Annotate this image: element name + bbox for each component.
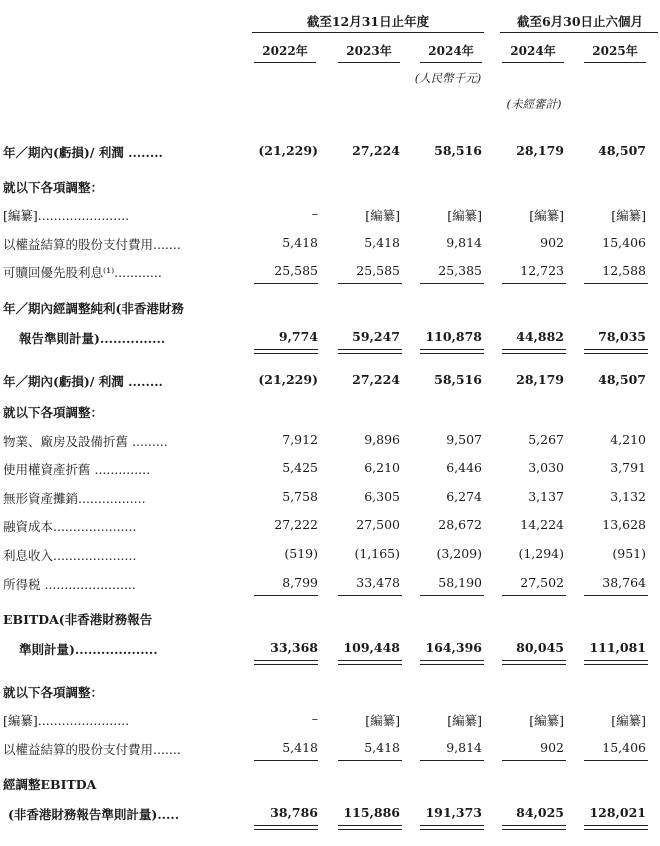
row-value: 14,224 (520, 517, 564, 532)
subtotal-underline (502, 595, 566, 596)
row-value: (3,209) (436, 546, 482, 561)
audit-note: (未經審計) (506, 97, 562, 111)
row-value: 3,791 (610, 460, 646, 475)
row-label: 無形資產攤銷................. (3, 491, 146, 506)
row-value: 78,035 (598, 329, 646, 344)
total-double-underline (502, 349, 566, 354)
row-label: (非香港財務報告準則計量)..... (8, 807, 180, 822)
row-value: 9,814 (446, 235, 482, 250)
row-value: (1,294) (518, 546, 564, 561)
row-label: 準則計量)................... (19, 642, 158, 657)
row-value: 27,224 (352, 372, 400, 387)
row-label: 利息收入..................... (3, 548, 137, 563)
row-value: [編纂] (365, 208, 400, 223)
row-label: 報告準則計量)............... (19, 331, 166, 346)
total-double-underline (338, 349, 402, 354)
year-underline (338, 62, 400, 63)
row-value: [編纂] (447, 208, 482, 223)
total-double-underline (584, 825, 648, 830)
row-value: 5,418 (364, 740, 400, 755)
row-value: 3,030 (528, 460, 564, 475)
row-value: 5,758 (282, 489, 318, 504)
row-label: 年／期內(虧損)/ 利潤 ........ (3, 145, 163, 160)
row-value: 5,267 (528, 432, 564, 447)
row-value: 28,179 (516, 372, 564, 387)
year-underline (502, 62, 564, 63)
row-value: (21,229) (258, 143, 318, 158)
total-double-underline (254, 349, 318, 354)
row-value: 110,878 (425, 329, 482, 344)
row-value: 28,179 (516, 143, 564, 158)
row-label: 經調整EBITDA (3, 777, 97, 792)
row-value: 111,081 (589, 640, 646, 655)
row-value: 25,585 (356, 263, 400, 278)
total-double-underline (502, 660, 566, 665)
subtotal-underline (338, 760, 402, 761)
row-value: [編纂] (529, 208, 564, 223)
row-label: [編纂]....................... (3, 713, 130, 728)
row-value: (519) (284, 546, 318, 561)
row-value: 59,247 (352, 329, 400, 344)
subtotal-underline (502, 760, 566, 761)
row-value: 12,588 (602, 263, 646, 278)
year-header: 2024年 (510, 44, 556, 58)
total-double-underline (254, 660, 318, 665)
unit-note: (人民幣千元) (414, 71, 482, 85)
total-double-underline (584, 349, 648, 354)
row-value: 13,628 (602, 517, 646, 532)
row-value: 5,418 (364, 235, 400, 250)
row-value: 902 (540, 740, 564, 755)
total-double-underline (584, 660, 648, 665)
row-value: 48,507 (598, 372, 646, 387)
subtotal-underline (584, 595, 648, 596)
row-value: 33,478 (356, 575, 400, 590)
row-label: 以權益結算的股份支付費用....... (3, 742, 181, 757)
total-double-underline (338, 660, 402, 665)
subtotal-underline (254, 760, 318, 761)
total-double-underline (420, 825, 484, 830)
row-label: 年／期內(虧損)/ 利潤 ........ (3, 374, 163, 389)
row-label: 就以下各項調整： (3, 405, 104, 420)
group-header-year-ended: 截至12月31日止年度 (306, 14, 430, 29)
row-value: 84,025 (516, 805, 564, 820)
row-value: (21,229) (258, 372, 318, 387)
row-value: 9,774 (278, 329, 318, 344)
total-double-underline (502, 825, 566, 830)
row-value: [編纂] (447, 713, 482, 728)
row-value: 27,224 (352, 143, 400, 158)
year-underline (254, 62, 316, 63)
row-label: 年／期內經調整純利(非香港財務 (3, 301, 184, 316)
row-value: 25,385 (438, 263, 482, 278)
row-label: 所得税 ....................... (3, 577, 136, 592)
year-header: 2022年 (262, 44, 308, 58)
row-value: 7,912 (282, 432, 318, 447)
row-value: – (311, 711, 318, 726)
group-header-six-months: 截至6月30日止六個月 (516, 14, 644, 29)
subtotal-underline (584, 283, 648, 284)
row-value: 38,764 (602, 575, 646, 590)
row-value: [編纂] (611, 713, 646, 728)
row-label: 可贖回優先股利息⁽¹⁾............ (3, 265, 162, 280)
row-value: 5,418 (282, 235, 318, 250)
row-value: 191,373 (425, 805, 482, 820)
row-value: 3,137 (528, 489, 564, 504)
row-value: [編纂] (611, 208, 646, 223)
row-value: 58,516 (434, 372, 482, 387)
total-double-underline (254, 825, 318, 830)
year-underline (584, 62, 646, 63)
row-value: 28,672 (438, 517, 482, 532)
row-value: 9,507 (446, 432, 482, 447)
group-underline-1 (252, 32, 484, 33)
row-value: 5,425 (282, 460, 318, 475)
row-value: 3,132 (610, 489, 646, 504)
row-value: 902 (540, 235, 564, 250)
row-value: 109,448 (343, 640, 400, 655)
row-value: – (311, 206, 318, 221)
row-label: 以權益結算的股份支付費用....... (3, 237, 181, 252)
row-value: 6,305 (364, 489, 400, 504)
row-label: EBITDA(非香港財務報告 (3, 612, 153, 627)
row-value: 6,274 (446, 489, 482, 504)
row-value: 27,502 (520, 575, 564, 590)
row-value: 58,516 (434, 143, 482, 158)
row-value: 6,446 (446, 460, 482, 475)
row-label: 就以下各項調整： (3, 685, 104, 700)
row-value: 12,723 (520, 263, 564, 278)
row-value: [編纂] (365, 713, 400, 728)
row-value: 80,045 (516, 640, 564, 655)
subtotal-underline (254, 595, 318, 596)
total-double-underline (338, 825, 402, 830)
total-double-underline (420, 660, 484, 665)
row-value: 128,021 (589, 805, 646, 820)
subtotal-underline (584, 760, 648, 761)
year-header: 2023年 (346, 44, 392, 58)
row-value: 58,190 (438, 575, 482, 590)
row-value: 33,368 (270, 640, 318, 655)
year-header: 2025年 (592, 44, 638, 58)
row-value: 38,786 (270, 805, 318, 820)
subtotal-underline (420, 760, 484, 761)
row-value: (1,165) (354, 546, 400, 561)
row-label: 融資成本..................... (3, 519, 137, 534)
row-value: 27,222 (274, 517, 318, 532)
row-value: 6,210 (364, 460, 400, 475)
subtotal-underline (338, 283, 402, 284)
subtotal-underline (254, 283, 318, 284)
row-value: 15,406 (602, 235, 646, 250)
subtotal-underline (502, 283, 566, 284)
row-label: 就以下各項調整： (3, 180, 104, 195)
row-value: 5,418 (282, 740, 318, 755)
row-value: 27,500 (356, 517, 400, 532)
row-label: 物業、廠房及設備折舊 ......... (3, 434, 168, 449)
subtotal-underline (420, 595, 484, 596)
row-value: 164,396 (425, 640, 482, 655)
row-value: 9,814 (446, 740, 482, 755)
row-value: [編纂] (529, 713, 564, 728)
total-double-underline (420, 349, 484, 354)
row-value: 9,896 (364, 432, 400, 447)
row-value: 48,507 (598, 143, 646, 158)
row-value: 25,585 (274, 263, 318, 278)
row-value: 15,406 (602, 740, 646, 755)
subtotal-underline (338, 595, 402, 596)
row-value: 8,799 (282, 575, 318, 590)
group-underline-2 (500, 32, 658, 33)
row-label: [編纂]....................... (3, 208, 130, 223)
row-value: (951) (612, 546, 646, 561)
row-value: 4,210 (610, 432, 646, 447)
year-header: 2024年 (428, 44, 474, 58)
row-value: 115,886 (343, 805, 400, 820)
subtotal-underline (420, 283, 484, 284)
row-value: 44,882 (516, 329, 564, 344)
year-underline (420, 62, 482, 63)
row-label: 使用權資產折舊 .............. (3, 462, 151, 477)
